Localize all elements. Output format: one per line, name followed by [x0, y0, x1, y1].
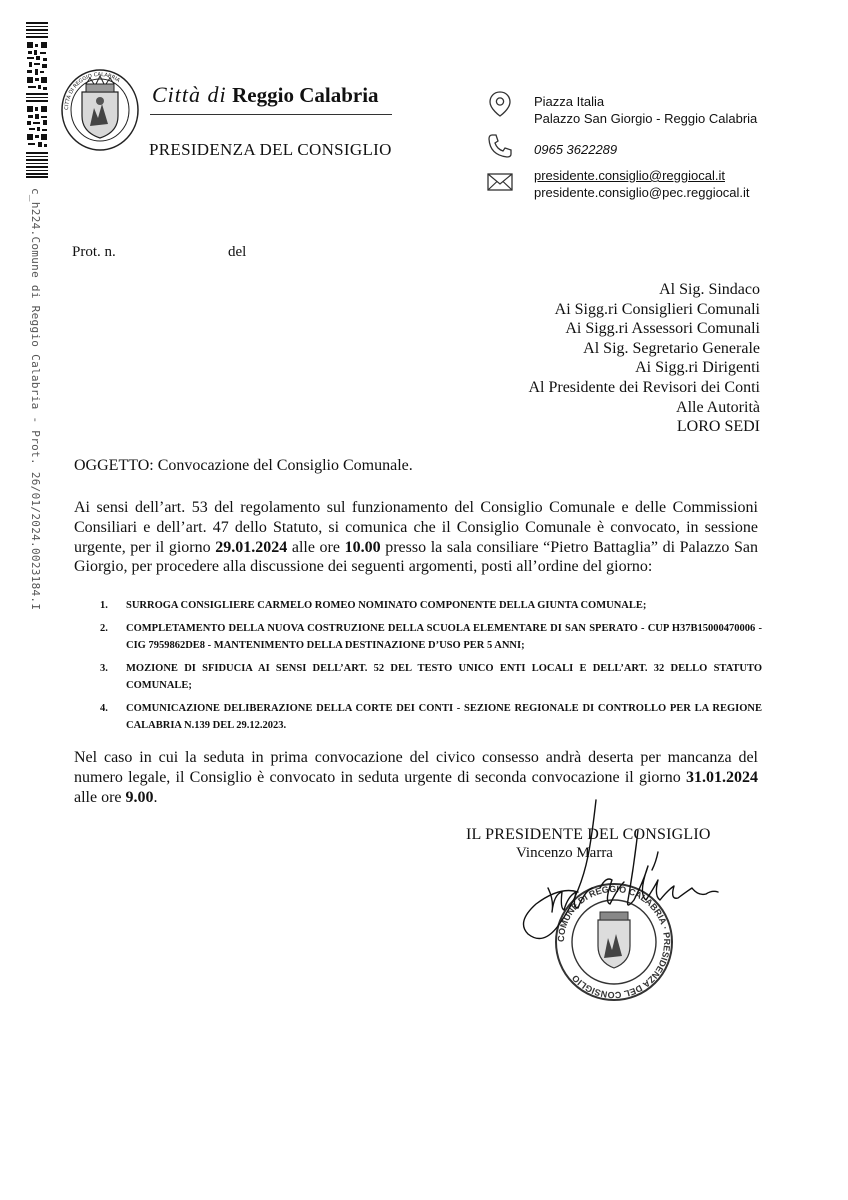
- first-session-date: 29.01.2024: [215, 538, 288, 556]
- agenda-item: 4. COMUNICAZIONE DELIBERAZIONE DELLA CORTE DEI CONTI - SEZIONE REGIONALE DI CONTROLLO PER LA REGIONE CALABRIA N.139 DEL 29.12.2023.: [100, 703, 762, 731]
- first-session-time: 10.00: [344, 538, 381, 556]
- subject-line: OGGETTO: Convocazione del Consiglio Comunale.: [74, 457, 413, 474]
- recipient: Ai Sigg.ri Assessori Comunali: [565, 320, 760, 338]
- signatory-name: Vincenzo Marra: [516, 845, 613, 861]
- agenda-item: 2. COMPLETAMENTO DELLA NUOVA COSTRUZIONE DELLA SCUOLA ELEMENTARE DI SAN SPERATO - CUP H37B15000470006 - CIG 7959862DE8 - MANTENIMENTO DELLA DESTINAZIONE D’USO PER 5 ANNI;: [100, 623, 762, 651]
- office-name: PRESIDENZA DEL CONSIGLIO: [149, 140, 392, 159]
- qr-barcode: [26, 22, 48, 178]
- phone-number: 0965 3622289: [534, 142, 618, 157]
- city-prefix: Città di: [152, 82, 227, 107]
- protocol-date-label: del: [228, 244, 247, 260]
- location-pin-icon: [486, 90, 514, 118]
- body-paragraph-1: Ai sensi dell’art. 53 del regolamento sul funzionamento del Consiglio Comunale e delle Commissioni Consiliari e dell’art. 47 dello Statuto, si comunica che il Consiglio Comunale è convocato, in sessione urgente, per il giorno 29.01.2024 alle ore 10.00 presso la sala consiliare “Pietro Battaglia” di Palazzo San Giorgio, per procedere alla discussione dei seguenti argomenti, posti all’ordine del giorno:: [74, 499, 759, 576]
- address-line-2: Palazzo San Giorgio - Reggio Calabria: [534, 111, 758, 126]
- recipient: LORO SEDI: [676, 418, 760, 436]
- city-name: Reggio Calabria: [232, 83, 379, 107]
- recipient: Ai Sigg.ri Consiglieri Comunali: [554, 300, 760, 318]
- city-title: [152, 82, 379, 108]
- second-session-time: 9.00: [125, 788, 154, 806]
- envelope-icon: [486, 168, 514, 196]
- recipient: Alle Autorità: [676, 398, 760, 416]
- stamp-text: COMUNE DI REGGIO CALABRIA · PRESIDENZA DEL CONSIGLIO: [555, 883, 673, 1001]
- agenda-item: 1. SURROGA CONSIGLIERE CARMELO ROMEO NOMINATO COMPONENTE DELLA GIUNTA COMUNALE;: [100, 600, 647, 611]
- handwritten-signature: [488, 796, 738, 946]
- agenda-list: [100, 597, 762, 740]
- signatory-title: IL PRESIDENTE DEL CONSIGLIO: [466, 826, 711, 843]
- header-rule: [150, 114, 392, 115]
- phone-icon: [486, 132, 514, 160]
- recipient: Al Presidente dei Revisori dei Conti: [528, 378, 760, 396]
- pec-address: presidente.consiglio@pec.reggiocal.it: [534, 185, 750, 200]
- protocol-number-label: Prot. n.: [72, 244, 116, 260]
- second-session-date: 31.01.2024: [686, 768, 758, 786]
- agenda-item: 3. MOZIONE DI SFIDUCIA AI SENSI DELL’ART. 52 DEL TESTO UNICO ENTI LOCALI E DELL’ART. 32 DELLO STATUTO COMUNALE;: [100, 663, 762, 691]
- body-paragraph-2: Nel caso in cui la seduta in prima convocazione del civico consesso andrà deserta per mancanza del numero legale, il Consiglio è convocato in seduta urgente di seconda convocazione il giorno 31.01.2024 alle ore 9.00.: [74, 749, 758, 806]
- recipient: Al Sig. Segretario Generale: [583, 339, 760, 357]
- crest-text: CITTÀ DI REGGIO CALABRIA: [63, 71, 121, 111]
- recipient: Al Sig. Sindaco: [659, 281, 760, 298]
- address-block: [534, 93, 757, 127]
- recipient: Ai Sigg.ri Dirigenti: [635, 359, 760, 377]
- registry-stamp-vertical: [28, 188, 42, 611]
- email-block: [534, 167, 750, 201]
- recipients-list: [430, 280, 760, 437]
- email-link[interactable]: presidente.consiglio@reggiocal.it: [534, 168, 725, 183]
- city-crest-logo: [60, 68, 140, 152]
- address-line-1: Piazza Italia: [534, 94, 605, 109]
- registry-text: c_h224.Comune di Reggio Calabria - Prot. 26/01/2024.0023184.I: [29, 188, 42, 611]
